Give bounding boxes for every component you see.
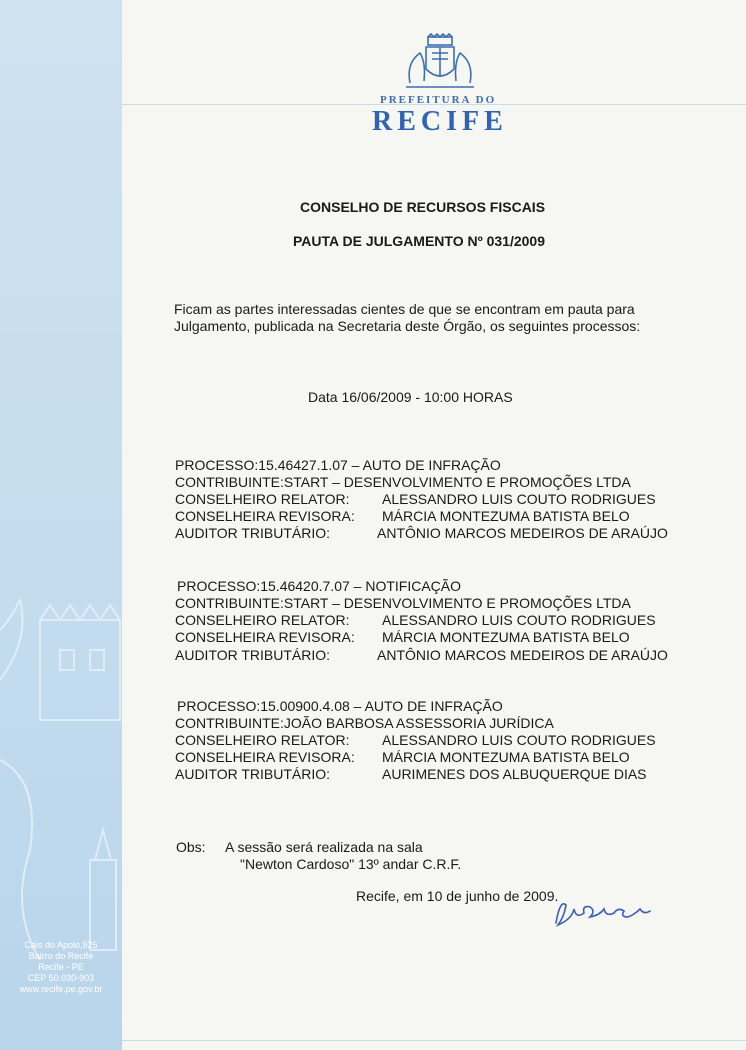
- process-contribuinte: CONTRIBUINTE:JOÃO BARBOSA ASSESSORIA JURÍDICA: [175, 715, 554, 731]
- address-district: Bairro do Recife: [28, 951, 94, 961]
- auditor-label: AUDITOR TRIBUTÁRIO:: [175, 766, 331, 782]
- auditor-name: ANTÔNIO MARCOS MEDEIROS DE ARAÚJO: [377, 647, 668, 663]
- intro-line-1: Ficam as partes interessadas cientes de que se encontram em pauta para: [174, 301, 635, 317]
- address-street: Cais do Apolo,925: [24, 940, 98, 950]
- letterhead-prefeitura: PREFEITURA DO: [380, 94, 497, 106]
- revisora-name: MÁRCIA MONTEZUMA BATISTA BELO: [382, 508, 630, 524]
- address-zip: CEP 50.030-903: [27, 973, 95, 983]
- city-emblem-watermark: [0, 560, 122, 980]
- process-header: PROCESSO:15.46427.1.07 – AUTO DE INFRAÇÃO: [175, 457, 501, 473]
- relator-label: CONSELHEIRO RELATOR:: [175, 732, 350, 748]
- revisora-label: CONSELHEIRA REVISORA:: [175, 629, 355, 645]
- relator-name: ALESSANDRO LUIS COUTO RODRIGUES: [382, 732, 656, 748]
- coat-of-arms-icon: [402, 33, 478, 91]
- revisora-name: MÁRCIA MONTEZUMA BATISTA BELO: [382, 749, 630, 765]
- auditor-name: AURIMENES DOS ALBUQUERQUE DIAS: [382, 766, 647, 782]
- relator-label: CONSELHEIRO RELATOR:: [175, 491, 350, 507]
- session-date: Data 16/06/2009 - 10:00 HORAS: [308, 389, 513, 405]
- address-block: [0, 940, 122, 995]
- address-city: Recife - PE: [38, 962, 84, 972]
- document-title: PAUTA DE JULGAMENTO Nº 031/2009: [293, 233, 545, 249]
- revisora-name: MÁRCIA MONTEZUMA BATISTA BELO: [382, 629, 630, 645]
- process-header: PROCESSO:15.00900.4.08 – AUTO DE INFRAÇÃO: [177, 698, 503, 714]
- council-heading: CONSELHO DE RECURSOS FISCAIS: [300, 199, 546, 215]
- process-contribuinte: CONTRIBUINTE:START – DESENVOLVIMENTO E PROMOÇÕES LTDA: [175, 595, 631, 611]
- address-website: www.recife.pe.gov.br: [19, 984, 103, 994]
- obs-label: Obs:: [176, 839, 206, 855]
- relator-label: CONSELHEIRO RELATOR:: [175, 612, 350, 628]
- handwritten-signature: [550, 895, 660, 935]
- revisora-label: CONSELHEIRA REVISORA:: [175, 508, 355, 524]
- relator-name: ALESSANDRO LUIS COUTO RODRIGUES: [382, 491, 656, 507]
- revisora-label: CONSELHEIRA REVISORA:: [175, 749, 355, 765]
- relator-name: ALESSANDRO LUIS COUTO RODRIGUES: [382, 612, 656, 628]
- obs-line-1: A sessão será realizada na sala: [225, 839, 423, 855]
- letterhead-city: RECIFE: [372, 106, 508, 137]
- closing-place-date: Recife, em 10 de junho de 2009.: [356, 888, 559, 904]
- process-header: PROCESSO:15.46420.7.07 – NOTIFICAÇÃO: [177, 578, 462, 594]
- auditor-label: AUDITOR TRIBUTÁRIO:: [175, 525, 331, 541]
- auditor-name: ANTÔNIO MARCOS MEDEIROS DE ARAÚJO: [377, 525, 668, 541]
- process-contribuinte: CONTRIBUINTE:START – DESENVOLVIMENTO E PROMOÇÕES LTDA: [175, 474, 631, 490]
- intro-line-2: Julgamento, publicada na Secretaria deste Órgão, os seguintes processos:: [174, 318, 641, 334]
- auditor-label: AUDITOR TRIBUTÁRIO:: [175, 647, 331, 663]
- decorative-sidebar: [0, 0, 122, 1050]
- footer-divider: [122, 1040, 746, 1041]
- obs-line-2: "Newton Cardoso" 13º andar C.R.F.: [240, 856, 462, 872]
